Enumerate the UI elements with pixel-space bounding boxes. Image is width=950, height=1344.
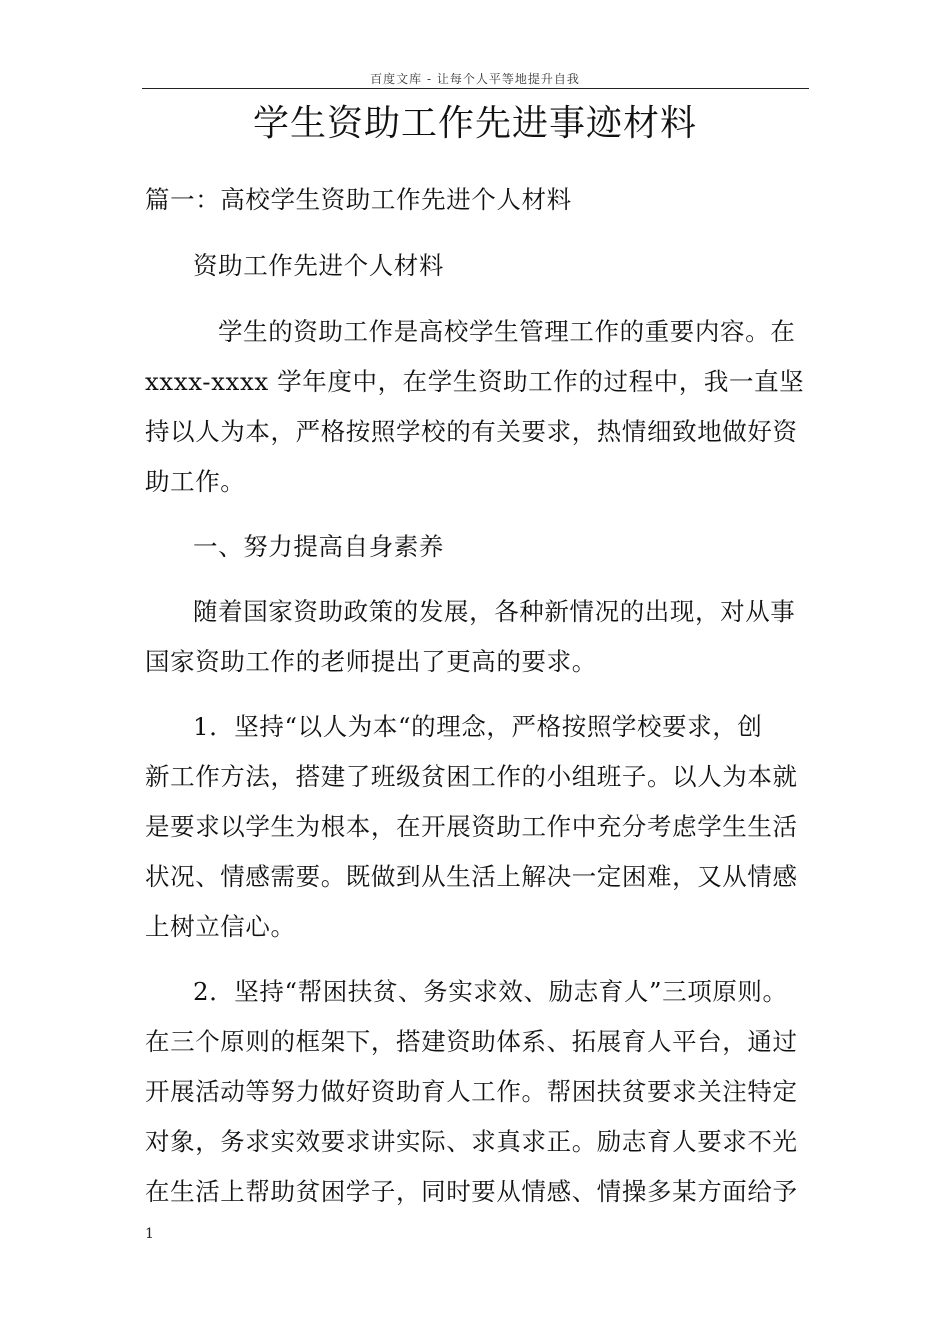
paragraph-line: 2．坚持“帮困扶贫、务实求效、励志育人”三项原则。 (193, 977, 788, 1006)
paragraph-line: 新工作方法，搭建了班级贫困工作的小组班子。以人为本就 (145, 762, 798, 791)
paragraph-line: 1．坚持“以人为本“的理念，严格按照学校要求，创 (193, 712, 763, 741)
paragraph-line: 对象，务求实效要求讲实际、求真求正。励志育人要求不光 (145, 1127, 798, 1156)
paragraph-line: xxxx-xxxx 学年度中，在学生资助工作的过程中，我一直坚 (145, 367, 805, 396)
paragraph-line: 上树立信心。 (145, 912, 296, 941)
paragraph-line: 持以人为本，严格按照学校的有关要求，热情细致地做好资 (145, 417, 798, 446)
paragraph-line: 学生的资助工作是高校学生管理工作的重要内容。在 (218, 317, 796, 346)
paragraph-line: 状况、情感需要。既做到从生活上解决一定困难，又从情感 (145, 862, 798, 891)
paragraph-line: 在三个原则的框架下，搭建资助体系、拓展育人平台，通过 (145, 1027, 798, 1056)
section-heading: 一、努力提高自身素养 (193, 532, 444, 561)
subheading: 资助工作先进个人材料 (193, 251, 444, 280)
paragraph-line: 随着国家资助政策的发展，各种新情况的出现，对从事 (193, 597, 796, 626)
paragraph-line: 助工作。 (145, 467, 246, 496)
paragraph-line: 国家资助工作的老师提出了更高的要求。 (145, 647, 597, 676)
paragraph-line: 在生活上帮助贫困学子，同时要从情感、情操多某方面给予 (145, 1177, 798, 1206)
page-number: 1 (145, 1226, 154, 1242)
section-heading: 篇一：高校学生资助工作先进个人材料 (145, 185, 572, 214)
paragraph-line: 开展活动等努力做好资助育人工作。帮困扶贫要求关注特定 (145, 1077, 798, 1106)
page-header: 百度文库 - 让每个人平等地提升自我 (370, 72, 580, 86)
paragraph-line: 是要求以学生为根本，在开展资助工作中充分考虑学生生活 (145, 812, 798, 841)
document-title: 学生资助工作先进事迹材料 (252, 103, 697, 144)
header-divider (142, 88, 809, 89)
